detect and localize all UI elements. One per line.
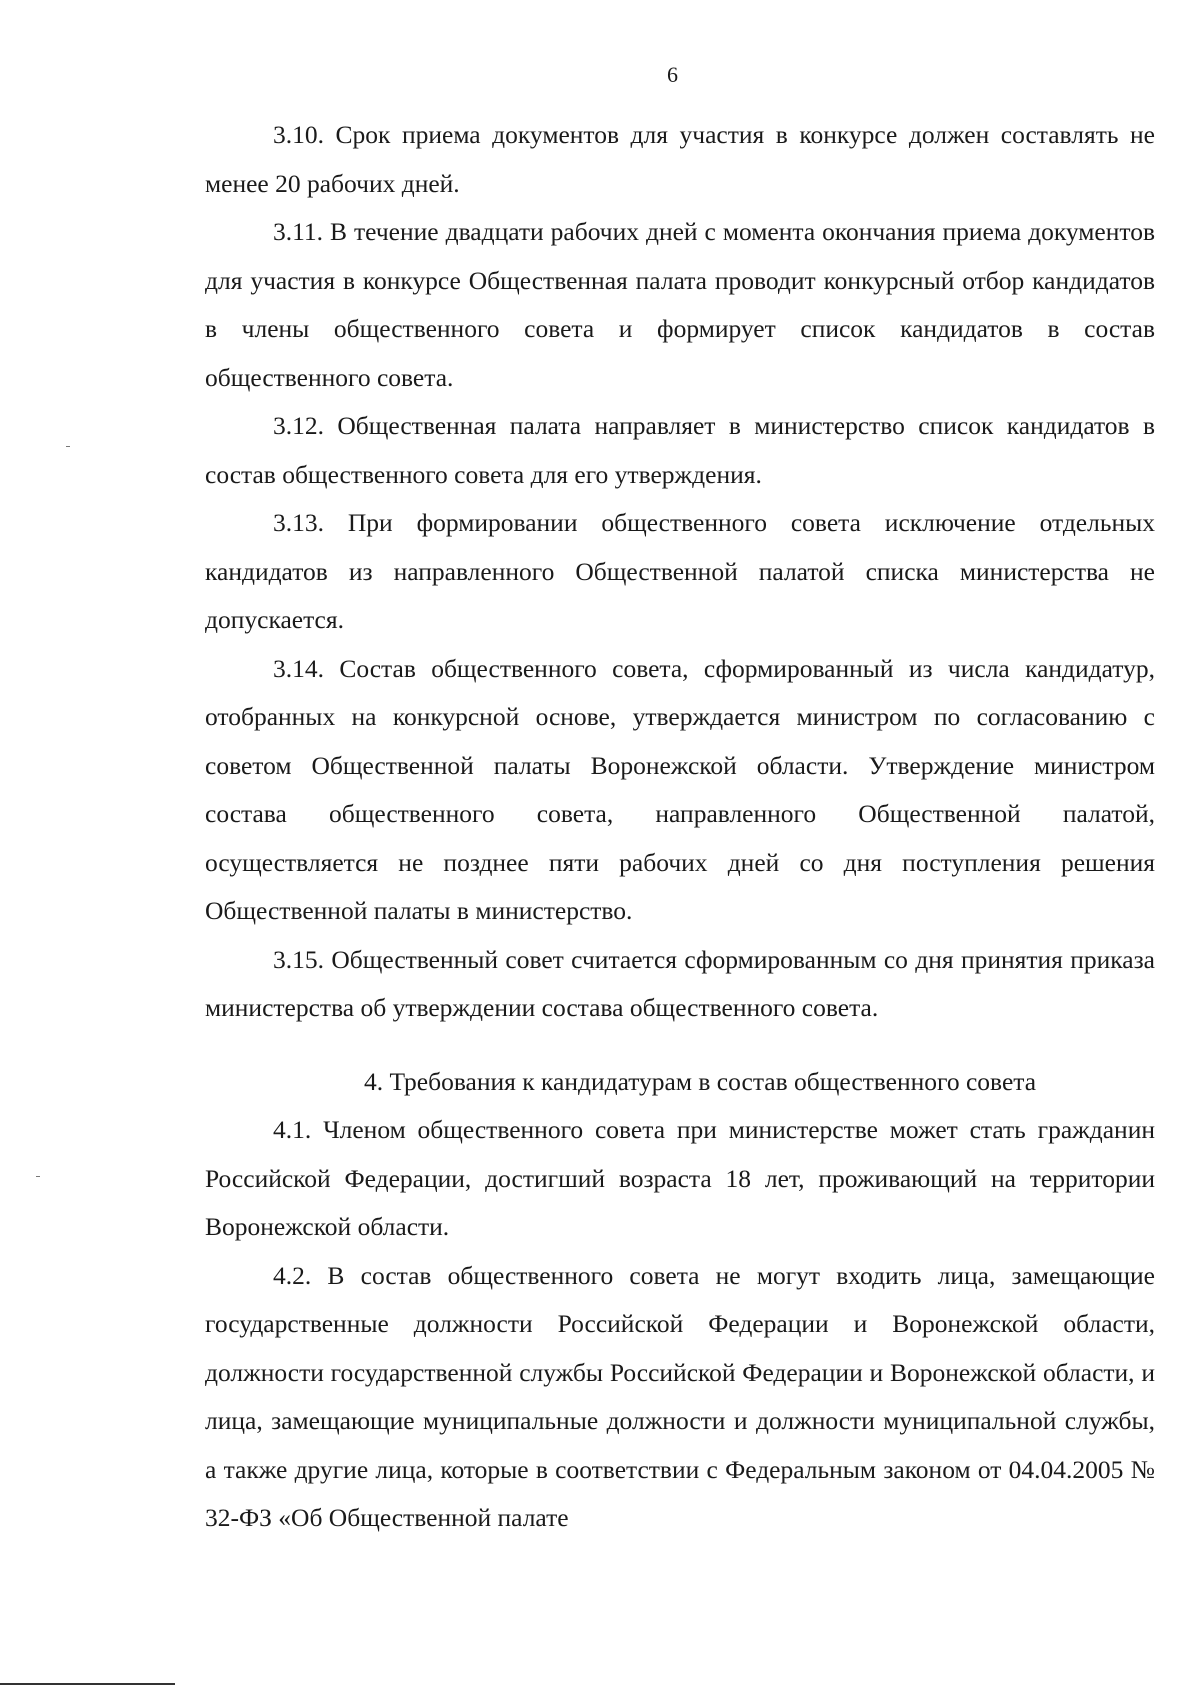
scan-mark <box>66 446 70 447</box>
scan-mark <box>36 1176 40 1177</box>
paragraph-4-1: 4.1. Членом общественного совета при министерстве может стать гражданин Российской Федерации, достигший возраста 18 лет, проживающий на территории Воронежской области. <box>205 1115 1155 1241</box>
paragraph-4-2: 4.2. В состав общественного совета не могут входить лица, замещающие государственные должности Российской Федерации и Воронежской области, должности государственной службы Российской Федерации и Воронежской области, и лица, замещающие муниципальные должности и должности муниципальной службы, а также другие лица, которые в соответствии с Федеральным законом от 04.04.2005 № 32-ФЗ «Об Общественной палате <box>205 1260 1155 1532</box>
document-body <box>205 111 1155 1543</box>
paragraph-3-11: 3.11. В течение двадцати рабочих дней с момента окончания приема документов для участия в конкурсе Общественная палата проводит конкурсный отбор кандидатов в члены общественного совета и формирует список кандидатов в состав общественного совета. <box>205 217 1155 392</box>
section-4-heading: 4. Требования к кандидатурам в состав общественного совета <box>363 1066 1037 1096</box>
paragraph-3-15: 3.15. Общественный совет считается сформированным со дня принятия приказа министерства об утверждении состава общественного совета. <box>205 944 1155 1022</box>
paragraph-3-10: 3.10. Срок приема документов для участия в конкурсе должен составлять не менее 20 рабочих дней. <box>205 120 1155 198</box>
paragraph-3-14: 3.14. Состав общественного совета, сформированный из числа кандидатур, отобранных на конкурсной основе, утверждается министром по согласованию с советом Общественной палаты Воронежской области. Утверждение министром состава общественного совета, направленного Общественной палатой, осуществляется не позднее пяти рабочих дней со дня поступления решения Общественной палаты в министерство. <box>205 653 1155 925</box>
paragraph-3-12: 3.12. Общественная палата направляет в министерство список кандидатов в состав общественного совета для его утверждения. <box>205 411 1155 489</box>
page-bottom-rule <box>0 1683 175 1685</box>
page-number: 6 <box>667 62 678 87</box>
paragraph-3-13: 3.13. При формировании общественного совета исключение отдельных кандидатов из направленного Общественной палатой списка министерства не допускается. <box>205 508 1155 634</box>
